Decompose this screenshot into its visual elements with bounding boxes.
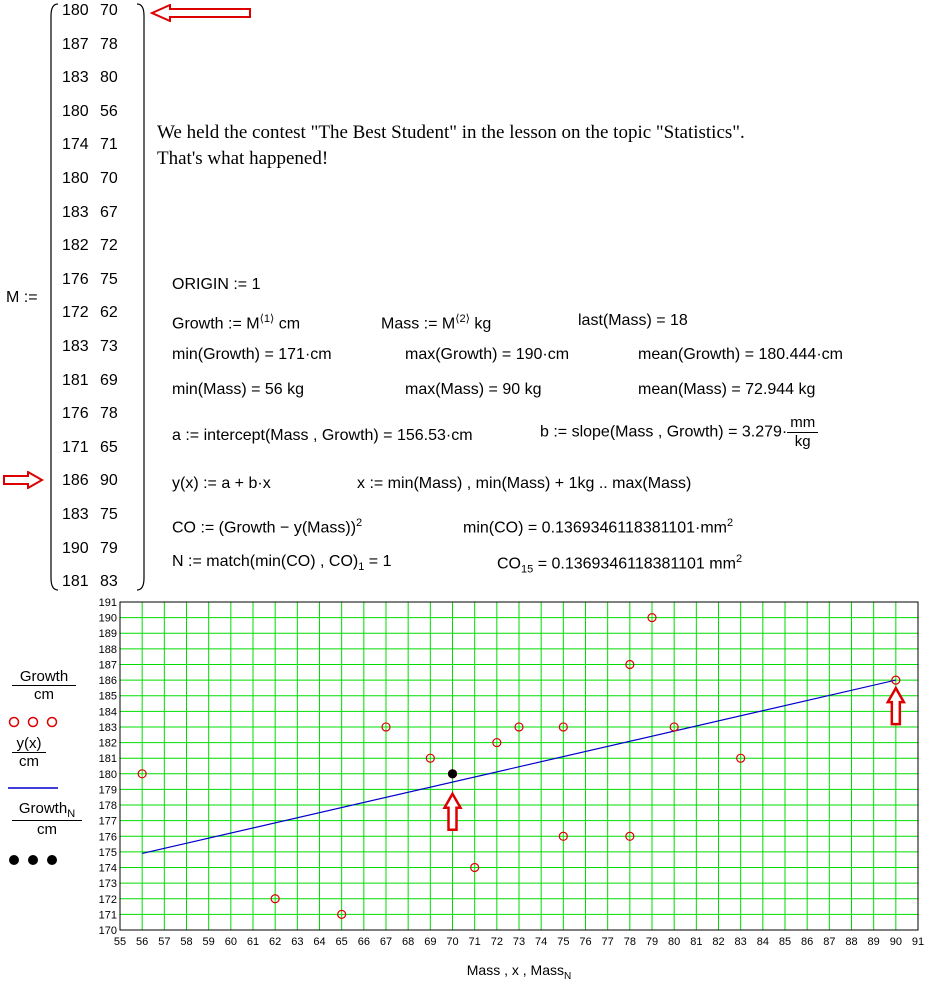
mass-superscript: ⟨2⟩ xyxy=(455,313,470,325)
matrix-row xyxy=(62,103,118,121)
mass-definition xyxy=(381,312,491,333)
co15-subscript: 15 xyxy=(521,563,534,576)
x-tick-label: 90 xyxy=(889,936,902,948)
matrix-row xyxy=(62,573,118,591)
y-tick-label: 174 xyxy=(98,862,117,875)
x-tick-label: 73 xyxy=(512,936,526,948)
min-mass: min(Mass) = 56 kg xyxy=(172,381,305,398)
x-tick-label: 77 xyxy=(601,936,614,948)
matrix-cell-mass: 65 xyxy=(100,438,118,456)
x-tick-label: 72 xyxy=(490,936,503,948)
matrix-cell-mass: 69 xyxy=(100,371,118,389)
x-tick-label: 86 xyxy=(801,936,814,948)
matrix-cell-growth: 171 xyxy=(62,438,89,456)
matrix-row xyxy=(62,540,118,558)
mass-lhs: Mass := M xyxy=(381,315,456,333)
x-tick-label: 78 xyxy=(623,936,636,948)
matrix-cell-growth: 183 xyxy=(62,69,89,87)
y-tick-label: 179 xyxy=(98,784,117,797)
x-tick-label: 85 xyxy=(778,936,792,948)
highlight-point xyxy=(448,769,457,778)
x-tick-label: 60 xyxy=(224,936,237,948)
x-tick-label: 82 xyxy=(712,936,725,948)
y-tick-label: 182 xyxy=(98,737,117,750)
mass-unit: kg xyxy=(469,315,492,333)
matrix-cell-growth: 182 xyxy=(62,237,89,255)
matrix-row xyxy=(62,338,118,356)
intercept-definition: a := intercept(Mass , Growth) = 156.53·cm xyxy=(172,427,473,444)
matrix-right-bracket xyxy=(136,2,146,592)
x-tick-label: 71 xyxy=(468,936,481,948)
matrix-row xyxy=(62,271,118,289)
growth-unit: cm xyxy=(274,315,301,333)
co15-rhs: = 0.1369346118381101 mm xyxy=(533,555,736,573)
x-tick-label: 67 xyxy=(379,936,393,948)
matrix-row xyxy=(62,2,118,20)
mean-mass: mean(Mass) = 72.944 kg xyxy=(638,381,816,398)
matrix-row xyxy=(62,439,118,457)
n-subscript: 1 xyxy=(358,561,365,574)
x-tick-label: 65 xyxy=(335,936,348,948)
x-tick-label: 63 xyxy=(291,936,304,948)
co-definition xyxy=(172,517,362,537)
x-tick-label: 57 xyxy=(158,936,171,948)
y-tick-label: 191 xyxy=(98,597,117,609)
matrix-cell-growth: 180 xyxy=(62,2,89,19)
matrix-row xyxy=(62,69,118,87)
legend-growth-numerator: Growth xyxy=(12,668,76,686)
x-tick-label: 70 xyxy=(446,936,459,948)
min-co xyxy=(463,517,733,537)
matrix-row xyxy=(62,405,118,423)
x-tick-label: 89 xyxy=(867,936,880,948)
x-tick-label: 74 xyxy=(535,936,548,948)
arrow-left-icon xyxy=(150,4,254,22)
growth-definition xyxy=(172,312,300,333)
max-mass: max(Mass) = 90 kg xyxy=(405,381,542,398)
y-tick-label: 175 xyxy=(98,846,117,859)
legend-y-numerator: y(x) xyxy=(12,735,46,753)
y-tick-label: 173 xyxy=(98,878,117,891)
matrix-row xyxy=(62,36,118,54)
x-tick-label: 75 xyxy=(557,936,570,948)
legend-growth-n-subscript: N xyxy=(67,808,76,820)
matrix-row xyxy=(62,304,118,322)
matrix-cell-growth: 183 xyxy=(62,203,89,221)
legend-growth-n-text: Growth xyxy=(18,800,68,817)
matrix-cell-growth: 180 xyxy=(62,170,89,187)
matrix-cell-growth: 187 xyxy=(62,35,89,53)
matrix-cell-growth: 183 xyxy=(62,338,89,355)
matrix-cell-growth: 181 xyxy=(62,573,89,591)
matrix-cell-mass: 83 xyxy=(100,573,118,591)
matrix-row xyxy=(62,136,118,154)
y-tick-label: 170 xyxy=(98,925,117,937)
slope-definition xyxy=(540,414,818,451)
legend-y-denominator: cm xyxy=(19,753,39,770)
matrix-cell-mass: 62 xyxy=(100,304,118,322)
matrix-cell-growth: 180 xyxy=(62,102,89,120)
matrix-cell-growth: 176 xyxy=(62,405,89,423)
y-tick-label: 185 xyxy=(98,690,117,703)
y-function: y(x) := a + b·x xyxy=(172,475,271,492)
y-tick-label: 178 xyxy=(98,800,117,813)
x-tick-label: 59 xyxy=(202,936,215,948)
y-tick-label: 188 xyxy=(98,643,117,656)
y-tick-label: 177 xyxy=(98,815,117,828)
growth-superscript: ⟨1⟩ xyxy=(259,313,275,325)
matrix-cell-mass: 72 xyxy=(100,237,118,255)
matrix-label: M := xyxy=(6,289,38,306)
x-tick-label: 61 xyxy=(246,936,260,948)
x-tick-label: 69 xyxy=(424,936,437,948)
matrix-cell-growth: 172 xyxy=(62,304,89,322)
x-range: x := min(Mass) , min(Mass) + 1kg .. max(Mass) xyxy=(357,475,692,492)
n-rhs: = 1 xyxy=(364,553,392,570)
matrix-row xyxy=(62,372,118,390)
co-superscript: 2 xyxy=(356,517,363,529)
x-axis-label: Mass , x , Mass$_N$ xyxy=(466,962,572,982)
matrix-left-bracket xyxy=(50,2,60,592)
y-tick-label: 176 xyxy=(98,831,117,844)
y-tick-label: 183 xyxy=(98,721,117,734)
matrix-cell-mass: 70 xyxy=(100,170,118,187)
matrix-cell-mass: 73 xyxy=(100,338,118,355)
y-tick-label: 189 xyxy=(98,628,117,641)
matrix-row xyxy=(62,170,118,188)
x-tick-label: 83 xyxy=(734,936,747,948)
y-tick-label: 186 xyxy=(98,675,117,688)
legend-growth-n-denominator: cm xyxy=(37,821,57,838)
matrix-row xyxy=(62,472,118,490)
min-co-text: min(CO) = 0.136934611838110​1·mm xyxy=(463,519,727,537)
y-tick-label: 187 xyxy=(98,659,117,672)
x-tick-label: 56 xyxy=(136,936,149,948)
matrix-row xyxy=(62,506,118,524)
y-tick-label: 171 xyxy=(98,909,117,922)
x-tick-label: 81 xyxy=(690,936,703,948)
n-definition xyxy=(172,553,392,573)
co15-value xyxy=(497,553,742,576)
x-tick-label: 79 xyxy=(645,936,659,948)
origin-definition: ORIGIN := 1 xyxy=(172,276,261,293)
description-line-1: We held the contest "The Best Student" in the lesson on the topic "Statistics". xyxy=(157,122,745,143)
matrix-cell-mass: 70 xyxy=(100,2,118,19)
matrix-row xyxy=(62,237,118,255)
matrix-cell-mass: 75 xyxy=(100,270,118,288)
x-tick-label: 62 xyxy=(269,936,282,948)
co-lhs: CO := (Growth − y(Mass)) xyxy=(172,519,357,537)
matrix-cell-growth: 190 xyxy=(62,539,89,557)
max-growth: max(Growth) = 190·cm xyxy=(405,346,570,363)
y-tick-label: 184 xyxy=(98,706,117,719)
matrix-cell-growth: 186 xyxy=(62,472,89,490)
x-tick-label: 58 xyxy=(180,936,193,948)
mean-growth: mean(Growth) = 180.444·cm xyxy=(638,346,843,363)
growth-lhs: Growth := M xyxy=(172,315,260,333)
arrow-up-icon xyxy=(445,794,461,830)
matrix-cell-growth: 176 xyxy=(62,270,89,288)
description-line-2: That's what happened! xyxy=(157,148,329,169)
x-tick-label: 76 xyxy=(579,936,592,948)
arrow-right-icon xyxy=(2,471,44,489)
y-tick-label: 181 xyxy=(98,753,117,766)
x-tick-label: 84 xyxy=(756,936,769,948)
last-mass: last(Mass) = 18 xyxy=(578,312,688,329)
scatter-chart xyxy=(0,592,944,999)
x-tick-label: 88 xyxy=(845,936,858,948)
slope-unit-denominator: kg xyxy=(794,433,811,450)
slope-unit-numerator: mm xyxy=(787,414,818,433)
arrow-up-icon xyxy=(888,688,904,724)
x-tick-label: 87 xyxy=(823,936,836,948)
n-lhs: N := match(min(CO) , CO) xyxy=(172,553,359,570)
matrix-cell-mass: 67 xyxy=(100,203,118,221)
matrix-cell-mass: 79 xyxy=(100,539,118,557)
matrix-cell-growth: 183 xyxy=(62,506,89,523)
matrix-cell-mass: 80 xyxy=(100,69,118,87)
co15-superscript: 2 xyxy=(735,553,743,565)
matrix-cell-mass: 75 xyxy=(100,506,118,523)
matrix-cell-mass: 78 xyxy=(100,405,118,423)
legend-growth-denominator: cm xyxy=(34,686,54,703)
matrix-cell-mass: 71 xyxy=(100,136,118,154)
matrix-cell-mass: 78 xyxy=(100,35,118,53)
slope-text: b := slope(Mass , Growth) = 3.279· xyxy=(540,423,788,441)
x-tick-label: 64 xyxy=(313,936,326,948)
x-tick-label: 80 xyxy=(668,936,681,948)
slope-unit-fraction xyxy=(787,414,818,451)
y-tick-label: 180 xyxy=(98,768,117,781)
y-tick-label: 190 xyxy=(98,612,117,625)
min-growth: min(Growth) = 171·cm xyxy=(172,346,332,363)
y-tick-label: 172 xyxy=(98,893,117,906)
matrix-cell-growth: 181 xyxy=(62,371,89,389)
min-co-superscript: 2 xyxy=(727,517,734,529)
x-tick-label: 91 xyxy=(911,936,925,948)
x-tick-label: 68 xyxy=(402,936,415,948)
x-tick-label: 55 xyxy=(113,936,127,948)
matrix-cell-mass: 90 xyxy=(100,472,118,490)
x-tick-label: 66 xyxy=(357,936,370,948)
matrix-cell-growth: 174 xyxy=(62,136,89,154)
co15-lhs: CO xyxy=(497,555,521,573)
matrix-row xyxy=(62,204,118,222)
matrix-cell-mass: 56 xyxy=(100,102,118,120)
